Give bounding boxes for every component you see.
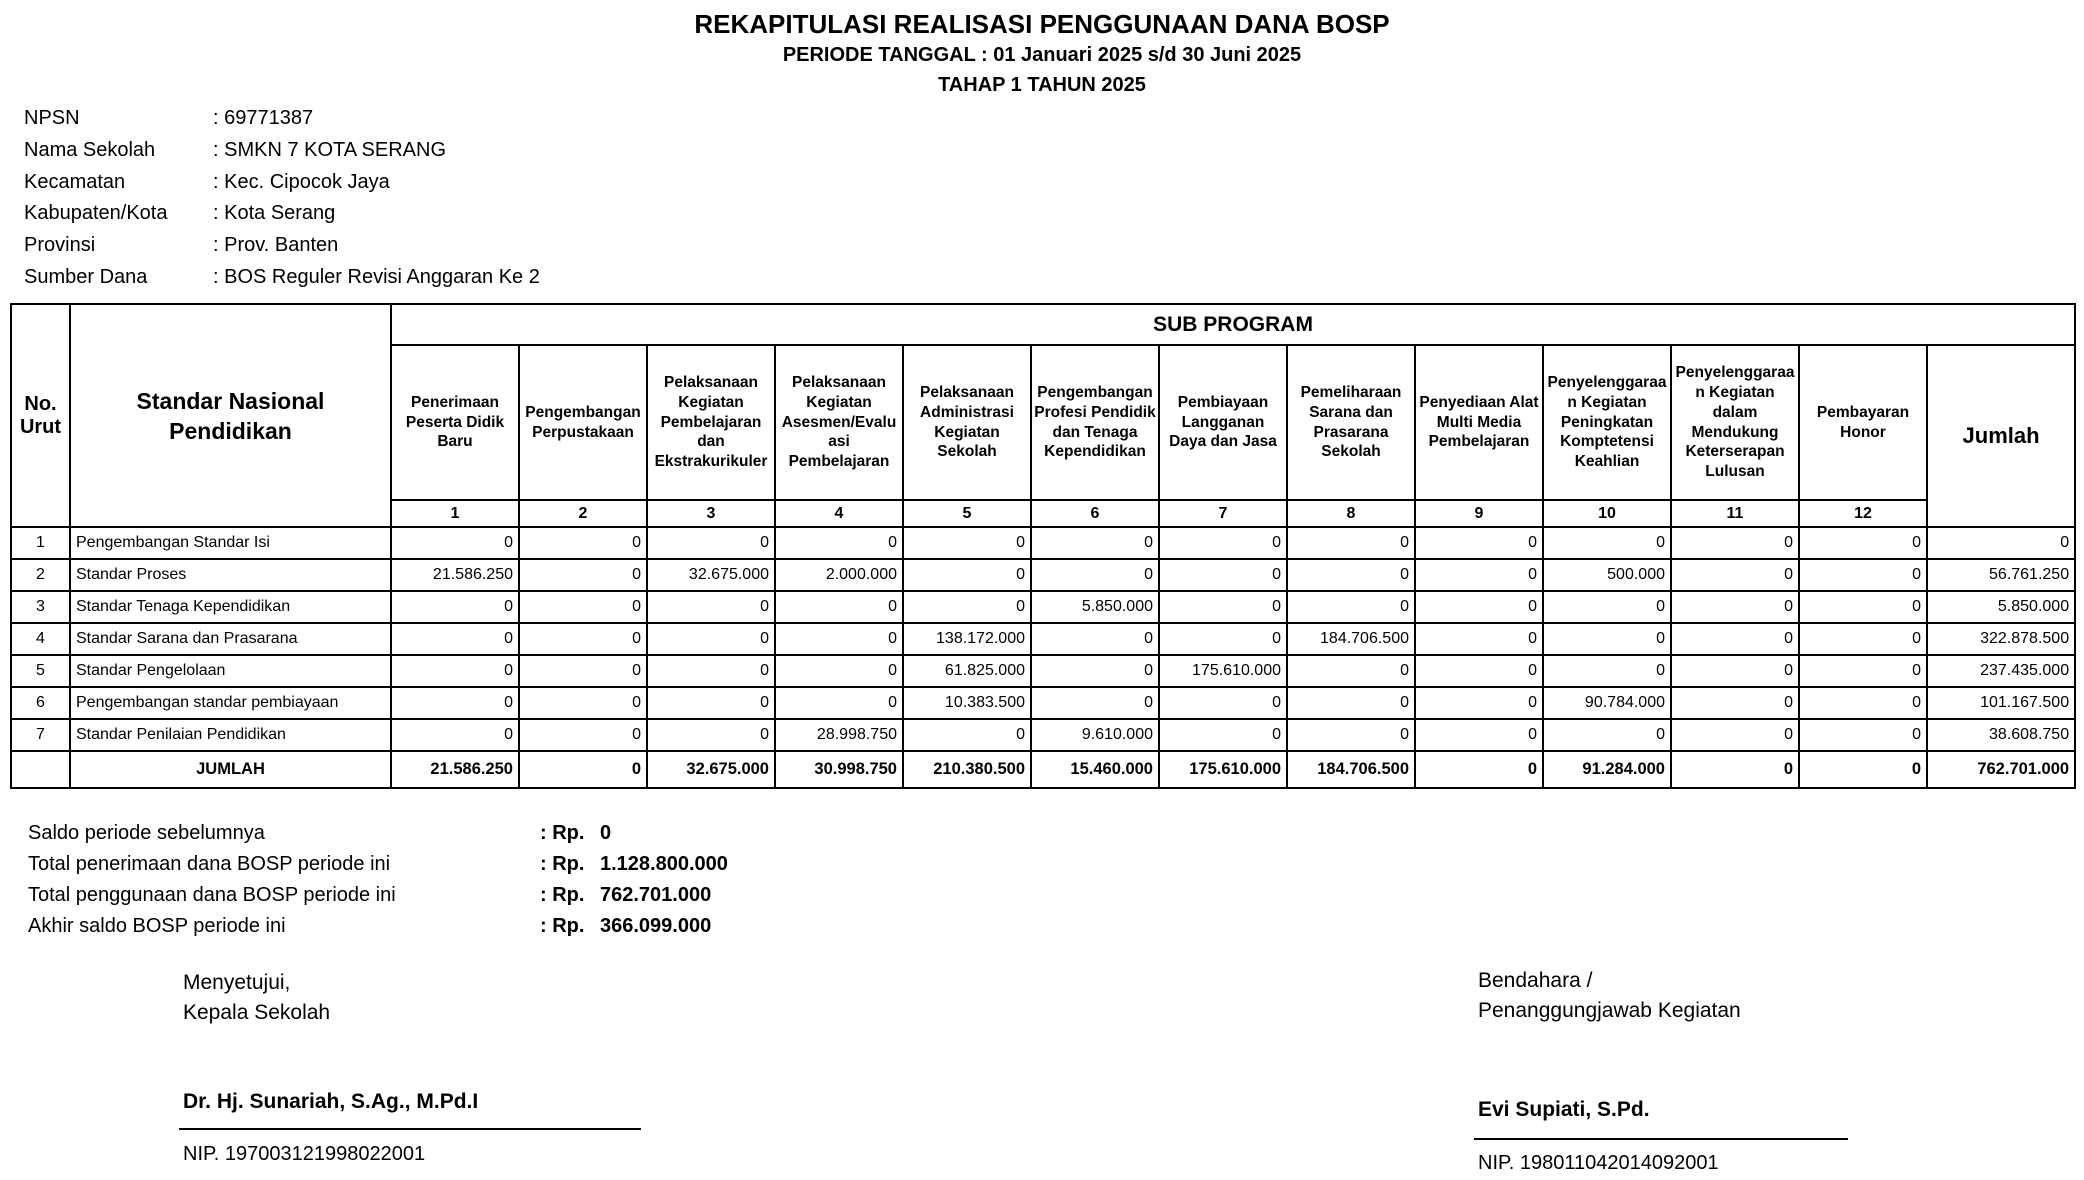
amount-cell: 0 [1159, 687, 1287, 719]
column-header: Pengembangan Perpustakaan [519, 345, 647, 500]
column-number: 12 [1799, 500, 1927, 527]
info-label: Provinsi [24, 234, 96, 257]
amount-cell: 0 [775, 591, 903, 623]
amount-cell: 0 [1159, 623, 1287, 655]
column-number: 5 [903, 500, 1031, 527]
row-number: 7 [11, 719, 70, 751]
row-number: 4 [11, 623, 70, 655]
info-value: : 69771387 [213, 107, 314, 130]
table-row [11, 655, 2075, 687]
summary-rp: : Rp. [540, 853, 585, 875]
amount-cell: 0 [1415, 719, 1543, 751]
amount-cell: 0 [1671, 591, 1799, 623]
amount-cell: 0 [775, 527, 903, 559]
amount-cell: 0 [903, 591, 1031, 623]
total-amount-cell: 210.380.500 [903, 751, 1031, 788]
amount-cell: 0 [647, 687, 775, 719]
total-amount-cell: 30.998.750 [775, 751, 903, 788]
amount-cell: 5.850.000 [1031, 591, 1159, 623]
total-amount-cell: 0 [1799, 751, 1927, 788]
column-number: 3 [647, 500, 775, 527]
column-header: Penyelenggaraan Kegiatan dalam Mendukung Keterserapan Lulusan [1671, 345, 1799, 500]
jumlah-cell: 56.761.250 [1927, 559, 2075, 591]
signature-line [179, 1128, 641, 1130]
amount-cell: 0 [1543, 655, 1671, 687]
amount-cell: 0 [775, 687, 903, 719]
amount-cell: 0 [1031, 527, 1159, 559]
snp-name: Standar Tenaga Kependidikan [70, 591, 391, 623]
signature-block-bendahara [1478, 966, 2078, 1180]
summary-label: Akhir saldo BOSP periode ini [28, 915, 286, 937]
summary-rp: : Rp. [540, 884, 585, 906]
amount-cell: 0 [519, 559, 647, 591]
amount-cell: 32.675.000 [647, 559, 775, 591]
amount-cell: 0 [647, 655, 775, 687]
amount-cell: 0 [1799, 591, 1927, 623]
amount-cell: 0 [1799, 527, 1927, 559]
total-amount-cell: 0 [519, 751, 647, 788]
signature-role-line: Kepala Sekolah [183, 1001, 331, 1024]
info-label: Kecamatan [24, 170, 126, 193]
snp-header [70, 304, 391, 527]
signature-role-line: Menyetujui, [183, 971, 291, 994]
row-number: 3 [11, 591, 70, 623]
signature-nip: NIP. 198011042014092001 [1478, 1152, 1719, 1174]
column-number: 9 [1415, 500, 1543, 527]
info-value: : Kota Serang [213, 202, 336, 225]
table-row [11, 719, 2075, 751]
summary-rp: : Rp. [540, 822, 585, 844]
amount-cell: 0 [1543, 719, 1671, 751]
amount-cell: 0 [1671, 623, 1799, 655]
column-header: Pelaksanaan Kegiatan Asesmen/Evaluasi Pembelajaran [775, 345, 903, 500]
snp-name: Standar Pengelolaan [70, 655, 391, 687]
amount-cell: 0 [1671, 687, 1799, 719]
amount-cell: 0 [1671, 719, 1799, 751]
school-info-block [24, 103, 540, 293]
column-header: Pelaksanaan Administrasi Kegiatan Sekolah [903, 345, 1031, 500]
amount-cell: 0 [391, 687, 519, 719]
amount-cell: 0 [519, 655, 647, 687]
info-value: : Prov. Banten [213, 234, 339, 257]
total-amount-cell: 0 [1415, 751, 1543, 788]
amount-cell: 0 [647, 623, 775, 655]
info-value: : Kec. Cipocok Jaya [213, 170, 390, 193]
signature-name: Evi Supiati, S.Pd. [1478, 1098, 1650, 1121]
amount-cell: 0 [391, 655, 519, 687]
info-label: NPSN [24, 107, 80, 130]
column-header: Pelaksanaan Kegiatan Pembelajaran dan Ekstrakurikuler [647, 345, 775, 500]
row-number: 2 [11, 559, 70, 591]
snp-name: Pengembangan Standar Isi [70, 527, 391, 559]
amount-cell: 10.383.500 [903, 687, 1031, 719]
total-amount-cell: 91.284.000 [1543, 751, 1671, 788]
amount-cell: 0 [1799, 655, 1927, 687]
info-row-provinsi [24, 230, 540, 262]
amount-cell: 9.610.000 [1031, 719, 1159, 751]
amount-cell: 90.784.000 [1543, 687, 1671, 719]
amount-cell: 0 [1287, 687, 1415, 719]
info-row-sumber-dana [24, 261, 540, 293]
jumlah-cell: 322.878.500 [1927, 623, 2075, 655]
report-title: REKAPITULASI REALISASI PENGGUNAAN DANA BOSP [694, 9, 1390, 39]
amount-cell: 0 [1671, 655, 1799, 687]
amount-cell: 21.586.250 [391, 559, 519, 591]
info-label: Kabupaten/Kota [24, 202, 168, 225]
amount-cell: 0 [1543, 527, 1671, 559]
column-header: Pemeliharaan Sarana dan Prasarana Sekolah [1287, 345, 1415, 500]
snp-name: Standar Sarana dan Prasarana [70, 623, 391, 655]
amount-cell: 0 [1415, 527, 1543, 559]
amount-cell: 0 [1159, 527, 1287, 559]
info-row-nama-sekolah [24, 135, 540, 167]
jumlah-cell: 38.608.750 [1927, 719, 2075, 751]
table-row [11, 527, 2075, 559]
amount-cell: 28.998.750 [775, 719, 903, 751]
snp-name: Standar Proses [70, 559, 391, 591]
signature-block-kepala-sekolah [183, 968, 783, 1180]
amount-cell: 0 [903, 719, 1031, 751]
column-header: Penyelenggaraan Kegiatan Peningkatan Komptetensi Keahlian [1543, 345, 1671, 500]
table-row [11, 623, 2075, 655]
amount-cell: 2.000.000 [775, 559, 903, 591]
jumlah-cell: 101.167.500 [1927, 687, 2075, 719]
amount-cell: 0 [1287, 559, 1415, 591]
amount-cell: 0 [1159, 591, 1287, 623]
summary-label: Saldo periode sebelumnya [28, 822, 265, 844]
amount-cell: 0 [1799, 559, 1927, 591]
table-row [11, 687, 2075, 719]
report-phase: TAHAP 1 TAHUN 2025 [938, 74, 1146, 96]
amount-cell: 138.172.000 [903, 623, 1031, 655]
amount-cell: 0 [1799, 719, 1927, 751]
total-amount-cell: 175.610.000 [1159, 751, 1287, 788]
report-period: PERIODE TANGGAL : 01 Januari 2025 s/d 30 Juni 2025 [782, 44, 1302, 66]
summary-row-penggunaan [28, 880, 728, 911]
realization-table [10, 303, 2076, 789]
amount-cell: 0 [391, 527, 519, 559]
amount-cell: 184.706.500 [1287, 623, 1415, 655]
row-number: 5 [11, 655, 70, 687]
amount-cell: 0 [1031, 623, 1159, 655]
column-number: 1 [391, 500, 519, 527]
info-row-kabupaten [24, 198, 540, 230]
summary-label: Total penerimaan dana BOSP periode ini [28, 853, 391, 875]
amount-cell: 0 [1671, 559, 1799, 591]
column-number: 4 [775, 500, 903, 527]
summary-block [28, 818, 728, 942]
table-row [11, 591, 2075, 623]
summary-value: 1.128.800.000 [600, 853, 728, 875]
summary-value: 762.701.000 [600, 884, 712, 906]
info-row-kecamatan [24, 166, 540, 198]
amount-cell: 0 [1415, 687, 1543, 719]
info-label: Nama Sekolah [24, 139, 156, 162]
amount-cell: 0 [519, 591, 647, 623]
amount-cell: 0 [647, 591, 775, 623]
amount-cell: 0 [1415, 559, 1543, 591]
amount-cell: 0 [1799, 623, 1927, 655]
amount-cell: 0 [1415, 655, 1543, 687]
signature-role-line: Penanggungjawab Kegiatan [1478, 999, 1741, 1022]
signature-name: Dr. Hj. Sunariah, S.Ag., M.Pd.I [183, 1090, 479, 1113]
jumlah-header: Jumlah [1927, 345, 2075, 527]
snp-header-text: Standar Nasional Pendidikan [136, 387, 325, 444]
amount-cell: 0 [1287, 591, 1415, 623]
column-header: Pengembangan Profesi Pendidik dan Tenaga Kependidikan [1031, 345, 1159, 500]
total-amount-cell: 184.706.500 [1287, 751, 1415, 788]
info-value: : BOS Reguler Revisi Anggaran Ke 2 [213, 265, 540, 288]
amount-cell: 0 [519, 719, 647, 751]
amount-cell: 0 [519, 623, 647, 655]
amount-cell: 0 [1159, 559, 1287, 591]
summary-value: 0 [600, 822, 612, 844]
row-number: 1 [11, 527, 70, 559]
info-value: : SMKN 7 KOTA SERANG [213, 139, 447, 162]
amount-cell: 0 [1799, 687, 1927, 719]
no-urut-header: No. Urut [11, 304, 70, 527]
table-row [11, 559, 2075, 591]
column-header: Pembiayaan Langganan Daya dan Jasa [1159, 345, 1287, 500]
signature-nip: NIP. 197003121998022001 [183, 1143, 426, 1165]
amount-cell: 0 [775, 623, 903, 655]
amount-cell: 0 [1159, 719, 1287, 751]
amount-cell: 0 [647, 527, 775, 559]
total-amount-cell: 21.586.250 [391, 751, 519, 788]
column-header: Penerimaan Peserta Didik Baru [391, 345, 519, 500]
snp-name: Pengembangan standar pembiayaan [70, 687, 391, 719]
amount-cell: 0 [903, 559, 1031, 591]
amount-cell: 0 [1543, 623, 1671, 655]
summary-row-saldo-akhir [28, 911, 728, 942]
amount-cell: 0 [647, 719, 775, 751]
total-label: JUMLAH [70, 751, 391, 788]
amount-cell: 0 [1031, 687, 1159, 719]
jumlah-cell: 0 [1927, 527, 2075, 559]
total-amount-cell: 15.460.000 [1031, 751, 1159, 788]
amount-cell: 0 [1543, 591, 1671, 623]
amount-cell: 0 [1287, 719, 1415, 751]
summary-rp: : Rp. [540, 915, 585, 937]
amount-cell: 0 [1031, 559, 1159, 591]
amount-cell: 0 [775, 655, 903, 687]
summary-label: Total penggunaan dana BOSP periode ini [28, 884, 396, 906]
column-number: 7 [1159, 500, 1287, 527]
subprogram-header: SUB PROGRAM [391, 304, 2075, 345]
amount-cell: 0 [1415, 623, 1543, 655]
amount-cell: 0 [1671, 527, 1799, 559]
jumlah-cell: 5.850.000 [1927, 591, 2075, 623]
row-number: 6 [11, 687, 70, 719]
column-number: 10 [1543, 500, 1671, 527]
amount-cell: 0 [391, 591, 519, 623]
amount-cell: 0 [1415, 591, 1543, 623]
header-row-subprogram [11, 304, 2075, 345]
total-amount-cell: 32.675.000 [647, 751, 775, 788]
amount-cell: 0 [1031, 655, 1159, 687]
amount-cell: 0 [1287, 655, 1415, 687]
column-header: Pembayaran Honor [1799, 345, 1927, 500]
amount-cell: 61.825.000 [903, 655, 1031, 687]
total-jumlah-cell: 762.701.000 [1927, 751, 2075, 788]
column-number: 2 [519, 500, 647, 527]
document-header [0, 8, 2084, 100]
total-amount-cell: 0 [1671, 751, 1799, 788]
snp-name: Standar Penilaian Pendidikan [70, 719, 391, 751]
amount-cell: 500.000 [1543, 559, 1671, 591]
column-number: 8 [1287, 500, 1415, 527]
column-header: Penyediaan Alat Multi Media Pembelajaran [1415, 345, 1543, 500]
info-label: Sumber Dana [24, 265, 148, 288]
amount-cell: 0 [519, 527, 647, 559]
total-row [11, 751, 2075, 788]
column-number: 11 [1671, 500, 1799, 527]
jumlah-cell: 237.435.000 [1927, 655, 2075, 687]
amount-cell: 175.610.000 [1159, 655, 1287, 687]
info-row-npsn [24, 103, 540, 135]
amount-cell: 0 [519, 687, 647, 719]
signature-role-line: Bendahara / [1478, 969, 1593, 992]
summary-row-saldo-awal [28, 818, 728, 849]
amount-cell: 0 [391, 719, 519, 751]
amount-cell: 0 [1287, 527, 1415, 559]
column-number: 6 [1031, 500, 1159, 527]
summary-row-penerimaan [28, 849, 728, 880]
total-row-empty [11, 751, 70, 788]
signature-line [1474, 1138, 1848, 1140]
amount-cell: 0 [903, 527, 1031, 559]
amount-cell: 0 [391, 623, 519, 655]
summary-value: 366.099.000 [600, 915, 712, 937]
